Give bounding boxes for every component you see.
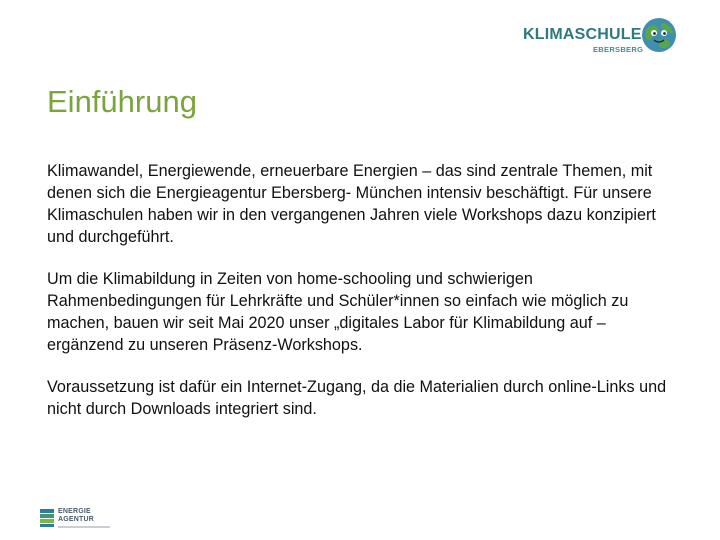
paragraph-digital-lab: Um die Klimabildung in Zeiten von home-schooling und schwierigen Rahmenbedingungen für Lehrkräfte und Schüler*innen so einfach wie möglich zu machen, bauen wir seit Mai 2020 unser „digitales Labor für Klimabildung auf – ergänzend zu unseren Präsenz-Workshops. — [47, 270, 629, 354]
logo-wordmark: KLIMASCHULE — [523, 26, 642, 43]
logo-line-agentur: AGENTUR — [58, 516, 95, 523]
paragraph-intro: Klimawandel, Energiewende, erneuerbare Energien – das sind zentrale Themen, mit denen sich die Energieagentur Ebersberg- München intensiv beschäftigt. Für unsere Klimaschulen haben wir in den vergangenen Jahren viele Workshops dazu konzipiert und durchgeführt. — [47, 162, 656, 246]
energieagentur-logo-icon — [40, 509, 54, 527]
slide-title: Einführung — [47, 84, 197, 119]
klimaschule-logo — [519, 12, 679, 60]
logo-line-energie: ENERGIE — [58, 508, 91, 515]
energieagentur-logo — [40, 507, 120, 533]
logo-subtitle: EBERSBERG — [593, 45, 644, 54]
globe-mascot-icon — [640, 16, 678, 54]
paragraph-requirements: Voraussetzung ist dafür ein Internet-Zugang, da die Materialien durch online-Links und nicht durch Downloads integriert sind. — [47, 378, 667, 418]
logo-tagline-bar — [58, 526, 110, 528]
